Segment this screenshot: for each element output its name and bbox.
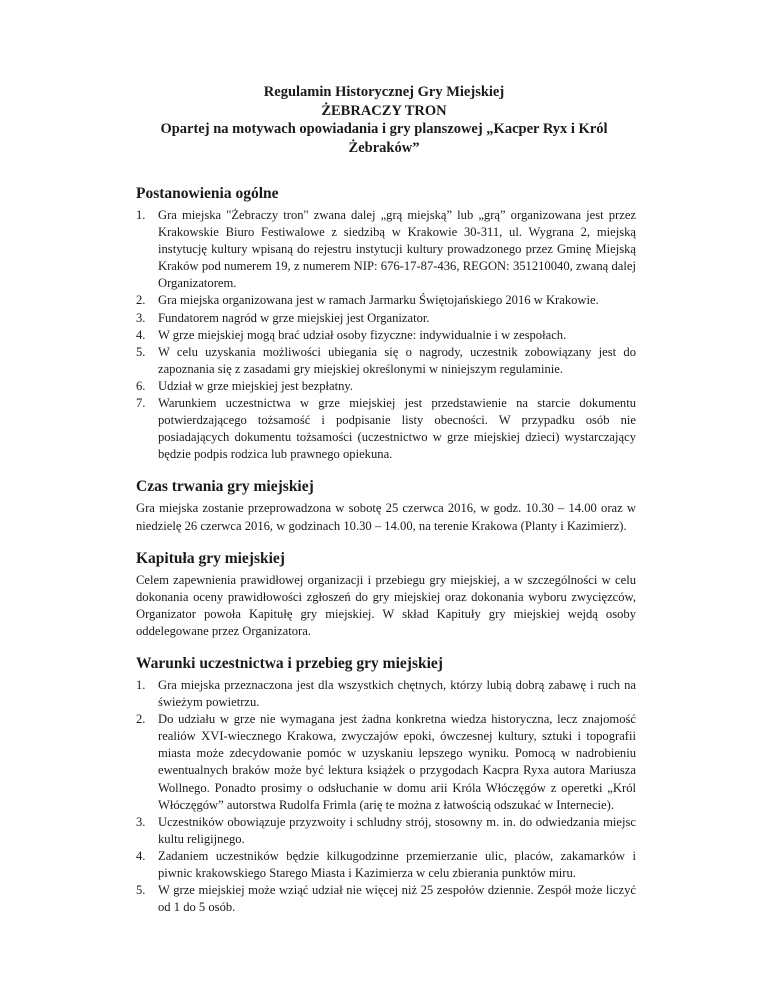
list-item: 5. W celu uzyskania możliwości ubiegania się o nagrody, uczestnik zobowiązany jest do zapoznania się z zasadami gry miejskiej określonymi w niniejszym regulaminie. bbox=[136, 344, 636, 376]
list-item: 6. Udział w grze miejskiej jest bezpłatny. bbox=[136, 378, 354, 393]
title-line-1: Regulamin Historycznej Gry Miejskiej bbox=[263, 84, 505, 100]
section-game-chapter bbox=[136, 550, 636, 640]
list-item: 5. W grze miejskiej może wziąć udział nie więcej niż 25 zespołów dziennie. Zespół może liczyć od 1 do 5 osób. bbox=[136, 883, 636, 915]
list-item: 2. Gra miejska organizowana jest w ramach Jarmarku Świętojańskiego 2016 w Krakowie. bbox=[136, 293, 599, 308]
title-line-3: Opartej na motywach opowiadania i gry planszowej „Kacper Ryx i Król bbox=[160, 121, 608, 138]
list-item: 7. Warunkiem uczestnictwa w grze miejskiej jest przedstawienie na starcie dokumentu potwierdzającego tożsamość i podpisanie listy obecności. W przypadku osób nie posiadających dokumentu tożsamości (uczestnictwo w grze miejskiej dzieci) wystarczający będzie podpis rodzica lub prawnego opiekuna. bbox=[136, 396, 636, 462]
section-participation-conditions bbox=[136, 655, 636, 916]
list-item: 4. W grze miejskiej mogą brać udział osoby fizyczne: indywidualnie i w zespołach. bbox=[136, 327, 567, 342]
title-line-4: Żebraków” bbox=[348, 139, 420, 156]
document-title bbox=[135, 83, 633, 157]
list-item: 4. Zadaniem uczestników będzie kilkugodzinne przemierzanie ulic, placów, zakamarków i piwnic krakowskiego Starego Miasta i Kazimierza w celu zbierania punktów miru. bbox=[136, 848, 636, 880]
list-item: 3. Uczestników obowiązuje przyzwoity i schludny strój, stosowny m. in. do odwiedzania miejsc kultu religijnego. bbox=[136, 814, 636, 846]
section-heading: Postanowienia ogólne bbox=[136, 185, 279, 202]
numbered-list bbox=[136, 207, 636, 463]
section-paragraph: Gra miejska zostanie przeprowadzona w sobotę 25 czerwca 2016, w godz. 10.30 – 14.00 oraz w niedzielę 26 czerwca 2016, w godzinach 10.30 – 14.00, na terenie Krakowa (Planty i Kazimierz). bbox=[136, 501, 636, 533]
list-item: 1. Gra miejska "Żebraczy tron" zwana dalej „grą miejską” lub „grą” organizowana jest przez Krakowskie Biuro Festiwalowe z siedzibą w Krakowie 30-311, ul. Wygrana 2, miejską instytucję kultury wpisaną do rejestru instytucji kultury prowadzonego przez Gminę Miejską Kraków pod numerem 19, z numerem NIP: 676-17-87-436, REGON: 351210040, zwaną dalej Organizatorem. bbox=[136, 208, 636, 291]
title-line-2: ŻEBRACZY TRON bbox=[321, 102, 447, 119]
numbered-list bbox=[136, 677, 636, 916]
list-item: 2. Do udziału w grze nie wymagana jest żadna konkretna wiedza historyczna, lecz znajomość realiów XVI-wiecznego Krakowa, zwyczajów epoki, ówczesnej kultury, sztuki i topografii miasta może zdecydowanie pomóc w uzyskaniu lepszego wyniku. Pomocą w nadrobieniu ewentualnych braków może być lektura książek o przygodach Kacpra Ryxa autora Mariusza Wollnego. Ponadto prosimy o odsłuchanie w domu arii Króla Włóczęgów z operetki „Król Włóczęgów” autorstwa Rudolfa Frimla (arię te można z łatwością odszukać w Internecie). bbox=[136, 712, 636, 812]
section-heading: Warunki uczestnictwa i przebieg gry miejskiej bbox=[136, 654, 443, 672]
section-paragraph: Celem zapewnienia prawidłowej organizacji i przebiegu gry miejskiej, a w szczególności w celu dokonania oceny prawidłowości zgłoszeń do gry miejskiej oraz dokonania wyboru zwycięzców, Organizator powoła Kapitułę gry miejskiej. W skład Kapituły gry miejskiej wejdą osoby oddelegowane przez Organizatora. bbox=[136, 572, 636, 638]
section-game-duration bbox=[136, 478, 636, 534]
list-item: 1. Gra miejska przeznaczona jest dla wszystkich chętnych, którzy lubią dobrą zabawę i ruch na świeżym powietrzu. bbox=[136, 677, 636, 710]
section-general-provisions bbox=[136, 185, 636, 463]
list-item: 3. Fundatorem nagród w grze miejskiej jest Organizator. bbox=[136, 310, 430, 325]
section-heading: Kapituła gry miejskiej bbox=[136, 549, 285, 567]
section-heading: Czas trwania gry miejskiej bbox=[136, 478, 314, 496]
document-body bbox=[136, 185, 636, 931]
